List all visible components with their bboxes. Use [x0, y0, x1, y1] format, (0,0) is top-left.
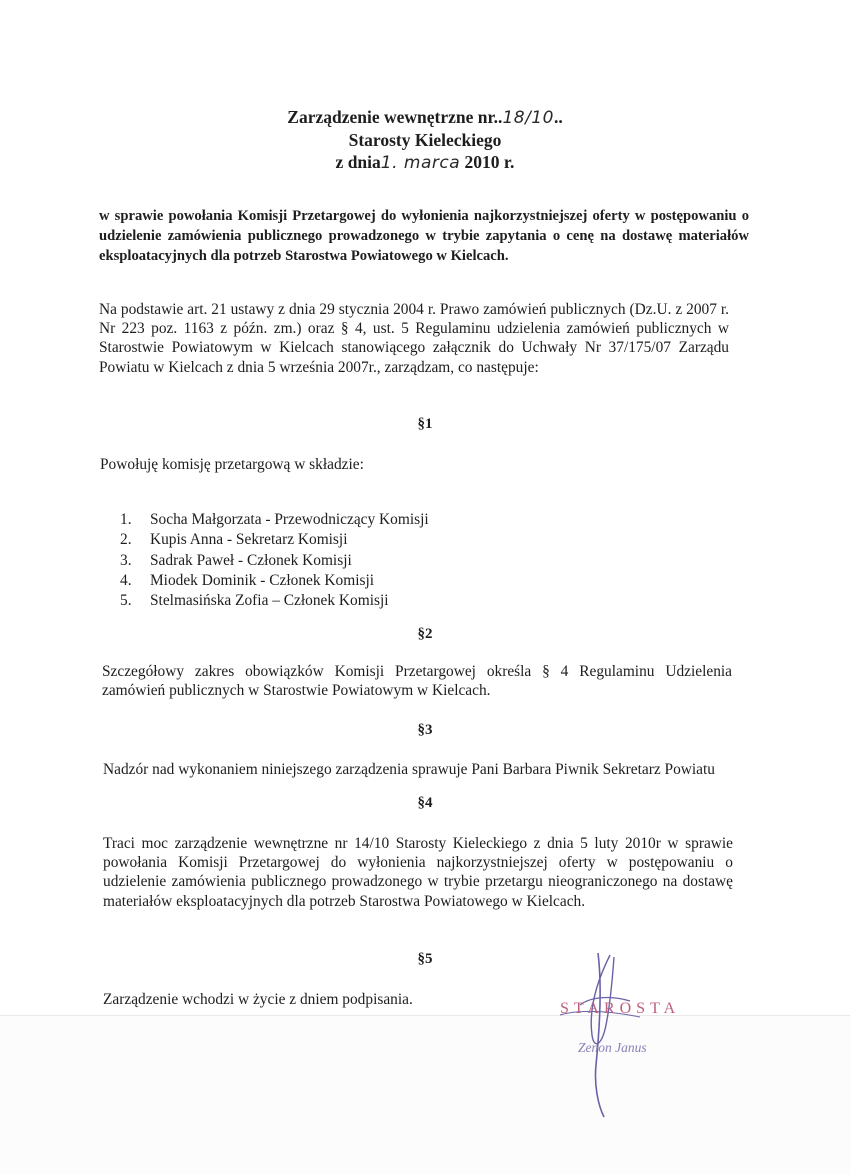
header-title-suffix: ..: [553, 107, 563, 127]
section-5-heading: §5: [417, 951, 433, 967]
handwritten-number: 18/10: [502, 108, 554, 128]
document-header: [0, 106, 850, 174]
section-1-heading: §1: [417, 416, 433, 432]
member-name: Kupis Anna - Sekretarz Komisji: [150, 531, 348, 549]
section-2-text: Szczegółowy zakres obowiązków Komisji Przetargowej określa § 4 Regulaminu Udzielenia zamówień publicznych w Starostwie Powiatowym w Kielcach.: [102, 663, 732, 700]
section-5-text: Zarządzenie wchodzi w życie z dniem podpisania.: [103, 991, 413, 1008]
section-4-heading: §4: [417, 795, 433, 811]
scan-lower-band: [0, 1015, 850, 1174]
section-4-text: Traci moc zarządzenie wewnętrzne nr 14/10 Starosty Kieleckiego z dnia 5 luty 2010r w sprawie powołania Komisji Przetargowej do wyłonienia najkorzystniejszej oferty w postępowaniu o udzielenie zamówienia publicznego prowadzonego w trybie przetargu nieograniczonego na dostawę materiałów eksploatacyjnych dla potrzeb Starostwa Powiatowego w Kielcach.: [103, 835, 733, 910]
header-line-3: [0, 151, 850, 174]
member-name: Sadrak Paweł - Członek Komisji: [150, 551, 352, 569]
handwritten-date: 1. marca: [380, 153, 461, 173]
list-item: [120, 551, 429, 571]
legal-basis-paragraph: Na podstawie art. 21 ustawy z dnia 29 stycznia 2004 r. Prawo zamówień publicznych (Dz.U. z 2007 r. Nr 223 poz. 1163 z późn. zm.) oraz § 4, ust. 5 Regulaminu udzielenia zamówień publicznych w Starostwie Powiatowym w Kielcach stanowiącego załącznik do Uchwały Nr 37/175/07 Zarządu Powiatu w Kielcach z dnia 5 września 2007r., zarządzam, co następuje:: [99, 301, 729, 376]
document-subject: w sprawie powołania Komisji Przetargowej do wyłonienia najkorzystniejszej oferty w postępowaniu o udzielenie zamówienia publicznego prowadzonego w trybie zapytania o cenę na dostawę materiałów eksploatacyjnych dla potrzeb Starostwa Powiatowego w Kielcach.: [99, 208, 749, 264]
member-name: Socha Małgorzata - Przewodniczący Komisji: [150, 511, 429, 528]
list-number: 3.: [120, 551, 132, 569]
committee-members-list: [120, 510, 429, 611]
list-number: 1.: [120, 511, 132, 528]
list-item: [120, 591, 429, 611]
stamp-title: STAROSTA: [560, 1000, 681, 1017]
section-3-text: Nadzór nad wykonaniem niniejszego zarządzenia sprawuje Pani Barbara Piwnik Sekretarz Powiatu: [103, 761, 715, 778]
list-item: [120, 530, 429, 550]
section-1-text: Powołuję komisję przetargową w składzie:: [100, 456, 364, 473]
list-item: [120, 571, 429, 591]
list-item: [120, 510, 429, 530]
header-date-suffix: 2010 r.: [464, 152, 515, 172]
list-number: 5.: [120, 592, 132, 610]
stamp-name: Zenon Janus: [578, 1040, 647, 1055]
member-name: Miodek Dominik - Członek Komisji: [150, 571, 375, 589]
header-title-prefix: Zarządzenie wewnętrzne nr..: [287, 107, 503, 127]
signature-icon: [540, 945, 690, 1120]
member-name: Stelmasińska Zofia – Członek Komisji: [150, 592, 389, 610]
list-number: 2.: [120, 531, 132, 549]
header-date-prefix: z dnia: [335, 152, 381, 172]
header-line-1: [0, 106, 850, 129]
section-3-heading: §3: [417, 722, 433, 738]
header-line-2: Starosty Kieleckiego: [348, 130, 502, 150]
section-2-heading: §2: [417, 626, 433, 642]
list-number: 4.: [120, 571, 132, 589]
